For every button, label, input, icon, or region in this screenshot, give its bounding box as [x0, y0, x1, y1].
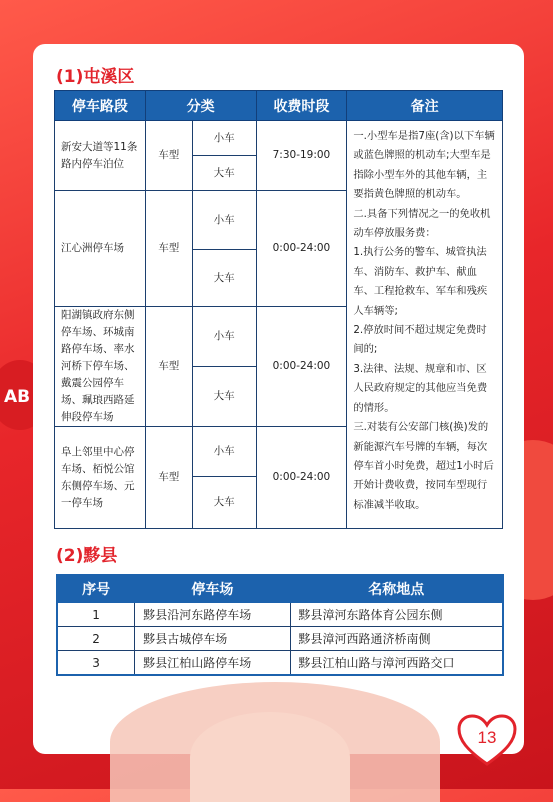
column-header-note: 备注 [347, 91, 503, 121]
location-cell: 阳湖镇政府东侧停车场、环城南路停车场、率水河桥下停车场、戴震公园停车场、珮琅西路延伸段停车场 [55, 307, 146, 427]
table-header-row [57, 575, 503, 603]
row-number: 2 [57, 627, 135, 651]
column-header-place: 名称地点 [290, 575, 503, 603]
hours-cell: 0:00-24:00 [256, 427, 347, 529]
hours-cell: 0:00-24:00 [256, 191, 347, 307]
category-cell: 车型 [145, 427, 192, 529]
location-cell: 阜上邻里中心停车场、栢悦公馆东侧停车场、元一停车场 [55, 427, 146, 529]
parking-place: 黟县漳河东路体育公园东侧 [290, 603, 503, 627]
section-title-yixian: (2)黟县 [56, 546, 118, 566]
row-number: 3 [57, 651, 135, 676]
column-header-no: 序号 [57, 575, 135, 603]
column-header-category: 分类 [145, 91, 256, 121]
column-header-location: 停车路段 [55, 91, 146, 121]
note-cell [347, 121, 503, 529]
category-cell: 车型 [145, 121, 192, 191]
table-header-row [55, 91, 503, 121]
column-header-hours: 收费时段 [256, 91, 347, 121]
background-partial-text: AB [4, 387, 31, 407]
table-row [57, 651, 503, 676]
parking-name: 黟县沿河东路停车场 [135, 603, 290, 627]
content-card [33, 44, 524, 754]
page-number: 13 [477, 728, 497, 747]
section-title-tunxi: (1)屯溪区 [56, 67, 135, 87]
tunxi-parking-table [54, 90, 503, 529]
large-car-cell: 大车 [192, 250, 256, 307]
parking-name: 黟县古城停车场 [135, 627, 290, 651]
parking-place: 黟县江柏山路与漳河西路交口 [290, 651, 503, 676]
location-cell: 江心洲停车场 [55, 191, 146, 307]
parking-name: 黟县江柏山路停车场 [135, 651, 290, 676]
table-row [57, 627, 503, 651]
large-car-cell: 大车 [192, 367, 256, 427]
large-car-cell: 大车 [192, 477, 256, 529]
note-text: 一.小型车是指7座(含)以下车辆或蓝色牌照的机动车;大型车是指除小型车外的其他车辆，主要指黄色牌照的机动车。 二.具备下列情况之一的免收机动车停放服务费： 1.执行公务的警车、城管执法车、消防车、救护车、献血车、工程抢救车、军车和残疾人车辆等; 2.停放时间不超过规定免费时间的; 3.法律、法规、规章和市、区人民政府规定的其他应当免费的情形。 三.对装有公安部门核(换)发的新能源汽车号牌的车辆，每次停车首小时免费，超过1小时后开始计费收费，按同车型现行标准减半收取。 [353, 130, 495, 511]
hours-cell: 0:00-24:00 [256, 307, 347, 427]
category-cell: 车型 [145, 191, 192, 307]
location-cell: 新安大道等11条路内停车泊位 [55, 121, 146, 191]
category-cell: 车型 [145, 307, 192, 427]
small-car-cell: 小车 [192, 307, 256, 367]
small-car-cell: 小车 [192, 191, 256, 250]
yixian-parking-table [56, 574, 504, 676]
small-car-cell: 小车 [192, 427, 256, 477]
large-car-cell: 大车 [192, 156, 256, 191]
table-row [57, 603, 503, 627]
small-car-cell: 小车 [192, 121, 256, 156]
parking-place: 黟县漳河西路通济桥南侧 [290, 627, 503, 651]
table-row [55, 121, 503, 156]
column-header-name: 停车场 [135, 575, 290, 603]
row-number: 1 [57, 603, 135, 627]
hours-cell: 7:30-19:00 [256, 121, 347, 191]
